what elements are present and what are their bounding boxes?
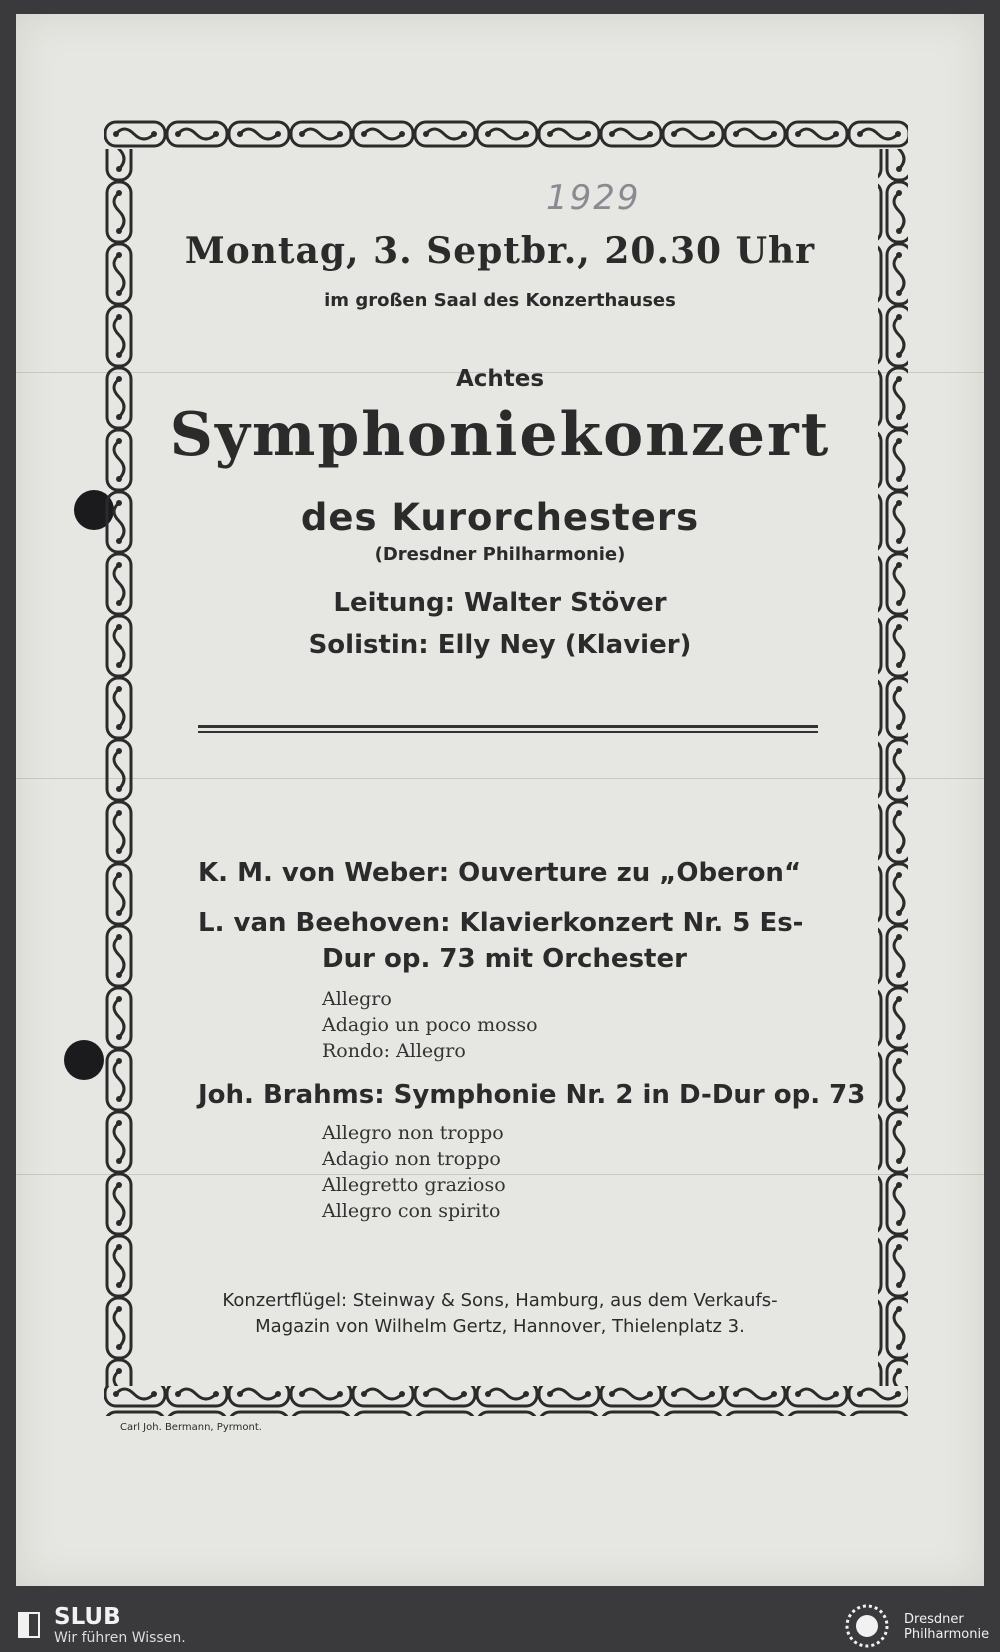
piano-note-line1: Konzertflügel: Steinway & Sons, Hamburg, aus dem Verkaufs- — [222, 1290, 778, 1311]
ordinal: Achtes — [455, 366, 545, 392]
dresdner-philharmonie-name — [904, 1612, 989, 1642]
concert-subtitle: des Kurorchesters — [300, 496, 700, 539]
movement: Allegro non troppo — [322, 1122, 504, 1144]
slub-name: SLUB — [54, 1604, 121, 1630]
divider-rule — [198, 725, 818, 728]
border-ornament — [104, 119, 908, 1416]
movement: Allegretto grazioso — [322, 1174, 506, 1196]
movement: Adagio non troppo — [322, 1148, 501, 1170]
dresdner-philharmonie-logo-icon — [842, 1602, 892, 1650]
date-line: Montag, 3. Septbr., 20.30 Uhr — [184, 230, 816, 272]
footer-bar — [0, 1600, 1000, 1652]
orchestra-note: (Dresdner Philharmonie) — [374, 544, 626, 565]
program-item-weber: K. M. von Weber: Ouverture zu „Oberon“ — [198, 858, 802, 888]
program-item-brahms: Joh. Brahms: Symphonie Nr. 2 in D-Dur op. 73 — [198, 1080, 866, 1110]
venue-line: im großen Saal des Konzerthauses — [324, 290, 676, 311]
dp-name-line2: Philharmonie — [904, 1627, 990, 1642]
slub-logo-icon — [18, 1610, 40, 1638]
program-item-beethoven-cont: Dur op. 73 mit Orchester — [322, 944, 687, 974]
divider-rule — [198, 731, 818, 733]
program-item-beethoven: L. van Beehoven: Klavierkonzert Nr. 5 Es- — [198, 908, 804, 938]
handwritten-year: 1929 — [546, 178, 641, 218]
punch-hole — [64, 1040, 104, 1080]
movement: Rondo: Allegro — [322, 1040, 466, 1062]
piano-note-line2: Magazin von Wilhelm Gertz, Hannover, Thielenplatz 3. — [255, 1316, 745, 1337]
ornamental-border — [104, 119, 908, 1416]
dp-name-line1: Dresdner — [904, 1612, 964, 1627]
movement: Adagio un poco mosso — [322, 1014, 538, 1036]
conductor-line: Leitung: Walter Stöver — [333, 588, 667, 618]
concert-title: Symphoniekonzert — [169, 400, 831, 470]
movement: Allegro — [322, 988, 392, 1010]
soloist-line: Solistin: Elly Ney (Klavier) — [308, 630, 692, 660]
printer-imprint: Carl Joh. Bermann, Pyrmont. — [120, 1422, 262, 1433]
movement: Allegro con spirito — [322, 1200, 501, 1222]
slub-claim: Wir führen Wissen. — [54, 1630, 186, 1646]
